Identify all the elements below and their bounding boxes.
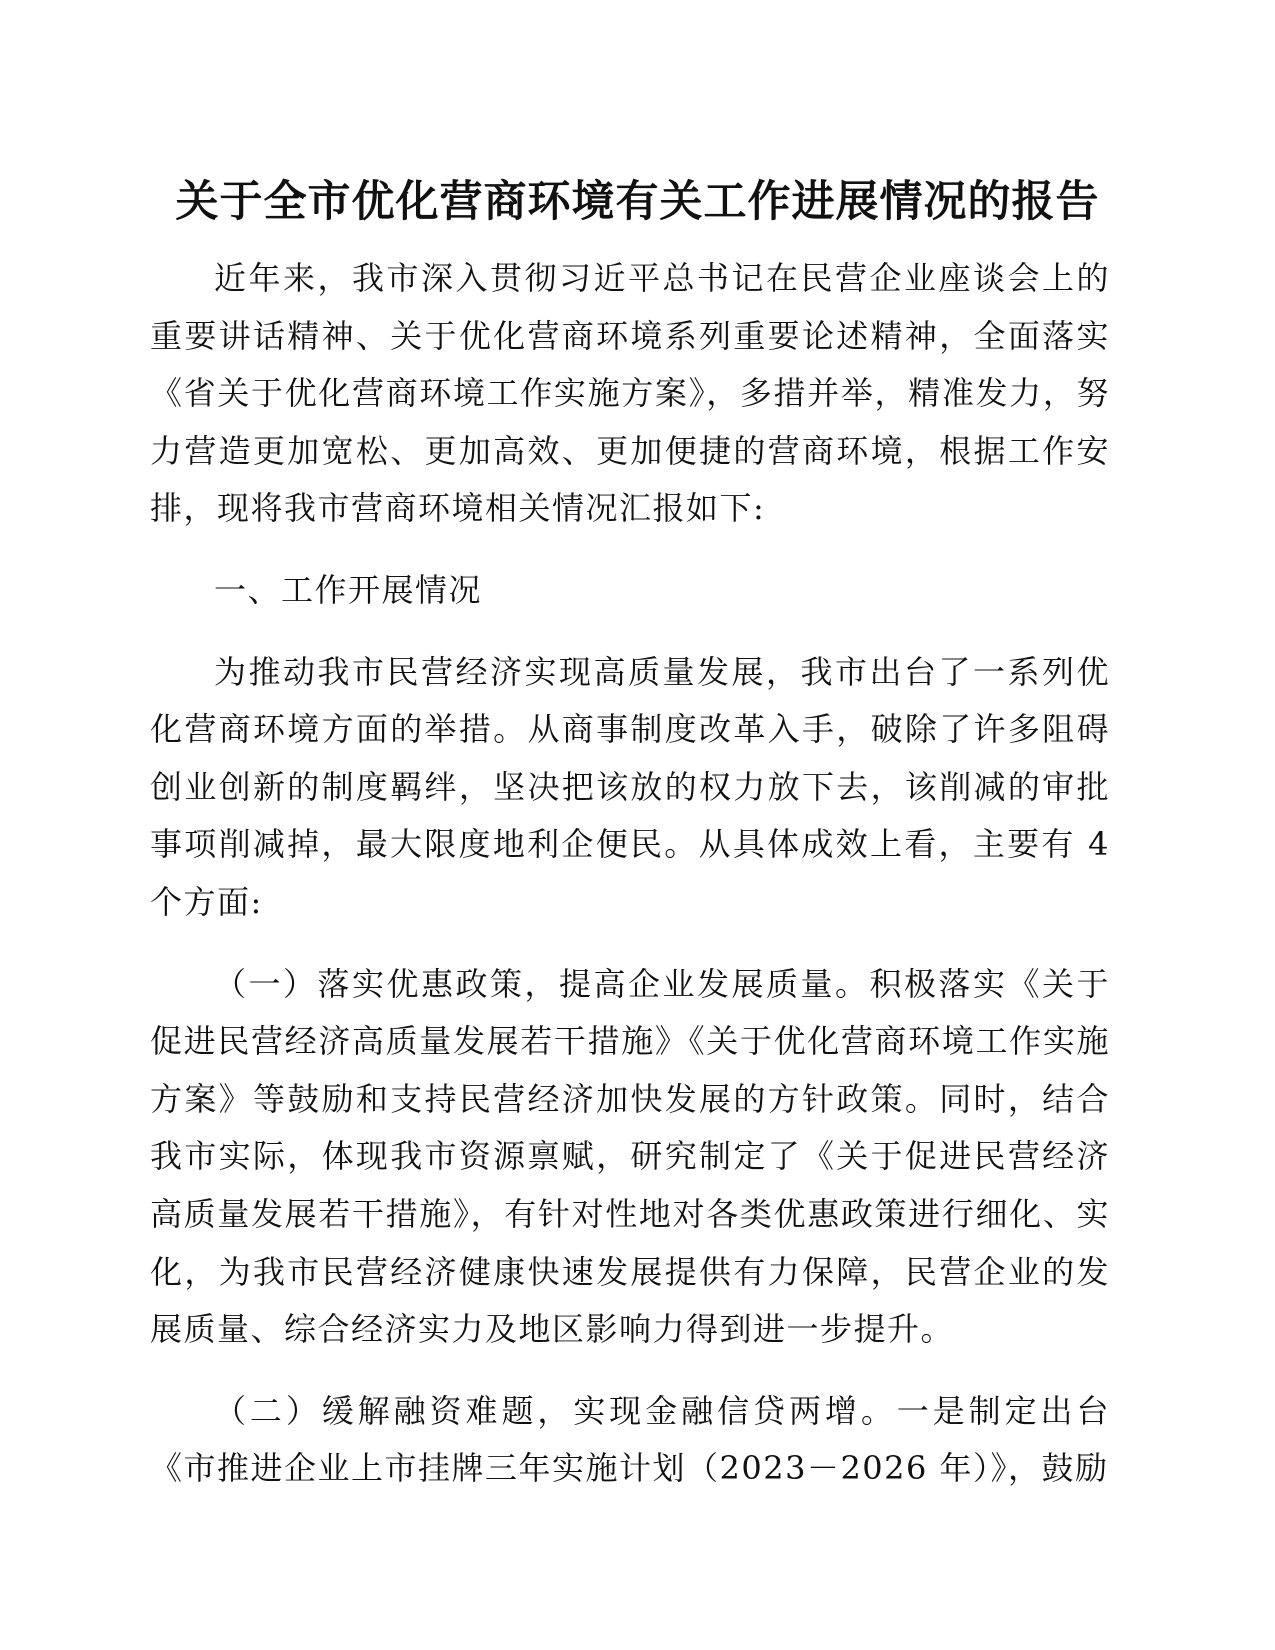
overview-paragraph: 为推动我市民营经济实现高质量发展，我市出台了一系列优化营商环境方面的举措。从商事制度改革入手，破除了许多阻碍创业创新的制度羁绊，坚决把该放的权力放下去，该削减的审批事项削减掉，最大限度地利企便民。从具体成效上看，主要有 4 个方面: (150, 652, 1110, 921)
document-body (150, 250, 1110, 1522)
section-heading-work-progress: 一、工作开展情况 (214, 570, 483, 609)
point-2-paragraph: （二）缓解融资难题，实现金融信贷两增。一是制定出台《市推进企业上市挂牌三年实施计划（2023－2026 年）》，鼓励 (150, 1391, 1110, 1488)
document-title: 关于全市优化营商环境有关工作进展情况的报告 (175, 177, 1100, 227)
point-1-paragraph: （一）落实优惠政策，提高企业发展质量。积极落实《关于促进民营经济高质量发展若干措施》《关于优化营商环境工作实施方案》等鼓励和支持民营经济加快发展的方针政策。同时，结合我市实际，体现我市资源禀赋，研究制定了《关于促进民营经济高质量发展若干措施》，有针对性地对各类优惠政策进行细化、实化，为我市民营经济健康快速发展提供有力保障，民营企业的发展质量、综合经济实力及地区影响力得到进一步提升。 (150, 964, 1110, 1349)
intro-paragraph: 近年来，我市深入贯彻习近平总书记在民营企业座谈会上的重要讲话精神、关于优化营商环境系列重要论述精神，全面落实《省关于优化营商环境工作实施方案》，多措并举，精准发力，努力营造更加宽松、更加高效、更加便捷的营商环境，根据工作安排，现将我市营商环境相关情况汇报如下: (150, 259, 1110, 528)
